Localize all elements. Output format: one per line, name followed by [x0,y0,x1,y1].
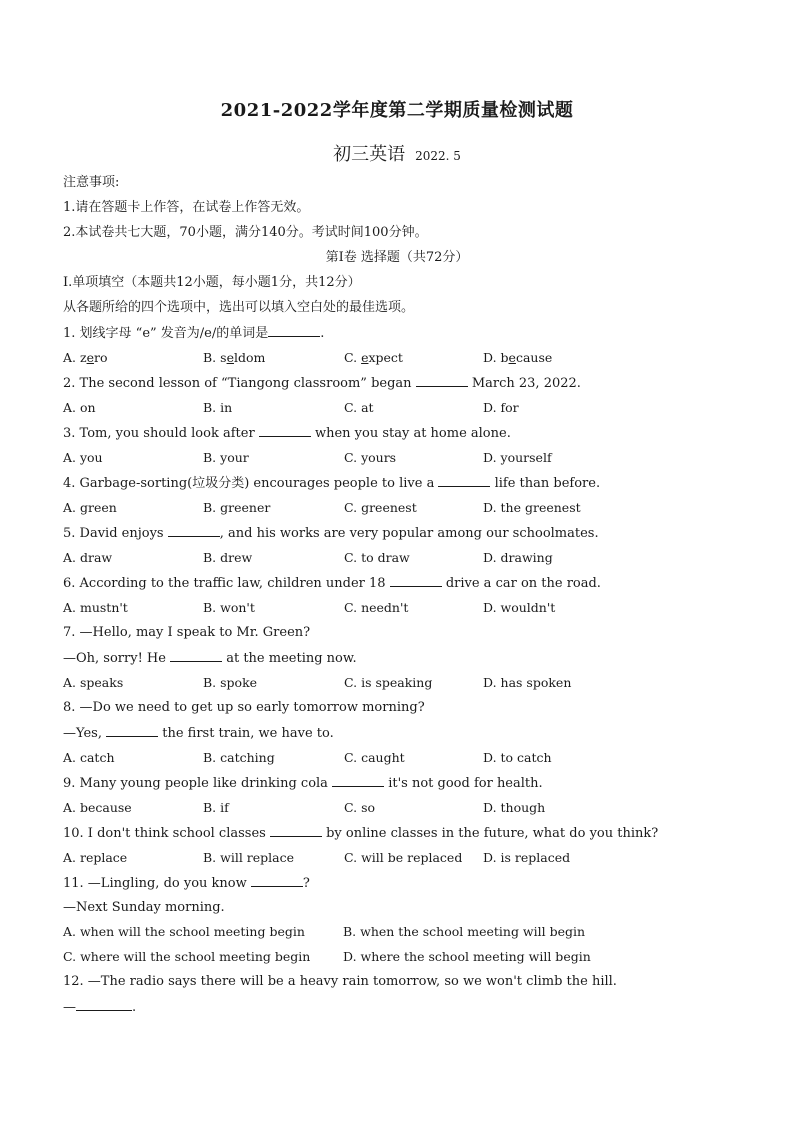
section-title: Ⅰ.单项填空（本题共12小题，每小题1分，共12分） [63,275,361,290]
option-a: A. zero [63,350,108,365]
option-d: D. where the school meeting will begin [343,949,591,964]
option-a: A. draw [63,550,113,565]
answer-blank [259,424,311,437]
option-d: D. because [483,350,553,365]
option-c: C. greenest [344,500,417,515]
question-8: 8. —Do we need to get up so early tomorrow morning? [63,700,425,715]
answer-blank [416,374,468,387]
answer-blank [168,524,220,537]
option-b: B. spoke [203,675,258,690]
answer-blank [268,324,320,337]
option-a: A. you [63,450,103,465]
section-instruction: 从各题所给的四个选项中，选出可以填入空白处的最佳选项。 [63,300,415,315]
option-a: A. mustn't [63,600,128,615]
question-12: 12. —The radio says there will be a heavy rain tomorrow, so we won't climb the hill. [63,974,617,989]
question-11-reply: —Next Sunday morning. [63,900,225,915]
option-b: B. your [203,450,249,465]
option-a: A. green [63,500,117,515]
part-title: 第I卷 选择题（共72分） [325,250,469,265]
question-2: 2. The second lesson of “Tiangong classroom” began March 23, 2022. [63,376,581,391]
option-c: C. is speaking [344,675,433,690]
question-5: 5. David enjoys , and his works are very popular among our schoolmates. [63,526,599,541]
option-a: A. replace [63,850,128,865]
answer-blank [76,998,132,1011]
option-b: B. won't [203,600,255,615]
question-10: 10. I don't think school classes by online classes in the future, what do you think? [63,826,659,841]
option-d: D. drawing [483,550,553,565]
option-c: C. where will the school meeting begin [63,949,311,964]
option-c: C. will be replaced [344,850,463,865]
page-subtitle [0,140,794,166]
option-a: A. catch [63,750,115,765]
question-12-reply: — . [63,1000,137,1015]
option-a: A. when will the school meeting begin [63,924,305,939]
option-c: C. so [344,800,376,815]
option-d: D. yourself [483,450,552,465]
answer-blank [390,574,442,587]
answer-blank [170,649,222,662]
question-6: 6. According to the traffic law, children under 18 drive a car on the road. [63,576,601,591]
option-a: A. on [63,400,96,415]
answer-blank [270,824,322,837]
note-item: 2.本试卷共七大题，70小题，满分140分。考试时间100分钟。 [63,225,428,240]
question-7: 7. —Hello, may I speak to Mr. Green? [63,625,311,640]
question-8-reply: —Yes, the first train, we have to. [63,726,334,741]
option-c: C. at [344,400,374,415]
note-item: 1.请在答题卡上作答，在试卷上作答无效。 [63,200,310,215]
answer-blank [332,774,384,787]
question-3: 3. Tom, you should look after when you stay at home alone. [63,426,511,441]
question-7-reply: —Oh, sorry! He at the meeting now. [63,651,357,666]
option-c: C. caught [344,750,405,765]
option-c: C. needn't [344,600,409,615]
exam-date: 2022. 5 [415,149,461,163]
option-b: B. when the school meeting will begin [343,924,586,939]
notes-heading: 注意事项: [63,175,120,190]
option-a: A. speaks [63,675,124,690]
option-d: D. the greenest [483,500,581,515]
option-d: D. is replaced [483,850,571,865]
option-d: D. to catch [483,750,552,765]
option-b: B. will replace [203,850,295,865]
option-d: D. though [483,800,546,815]
option-b: B. seldom [203,350,266,365]
option-b: B. in [203,400,233,415]
page-title: 2021-2022学年度第二学期质量检测试题 [220,100,574,121]
question-1: 1. 划线字母 “e” 发音为/e/的单词是 . [63,326,325,341]
question-4: 4. Garbage-sorting(垃圾分类) encourages people to live a life than before. [63,476,601,491]
answer-blank [106,724,158,737]
option-c: C. expect [344,350,403,365]
subject: 初三英语 [333,144,406,165]
answer-blank [251,874,303,887]
option-d: D. has spoken [483,675,572,690]
question-9: 9. Many young people like drinking cola it's not good for health. [63,776,543,791]
option-b: B. greener [203,500,271,515]
option-c: C. yours [344,450,397,465]
answer-blank [438,474,490,487]
option-b: B. catching [203,750,275,765]
option-b: B. drew [203,550,253,565]
option-d: D. wouldn't [483,600,556,615]
question-11: 11. —Lingling, do you know ? [63,876,310,891]
option-b: B. if [203,800,229,815]
option-d: D. for [483,400,519,415]
option-a: A. because [63,800,132,815]
option-c: C. to draw [344,550,410,565]
